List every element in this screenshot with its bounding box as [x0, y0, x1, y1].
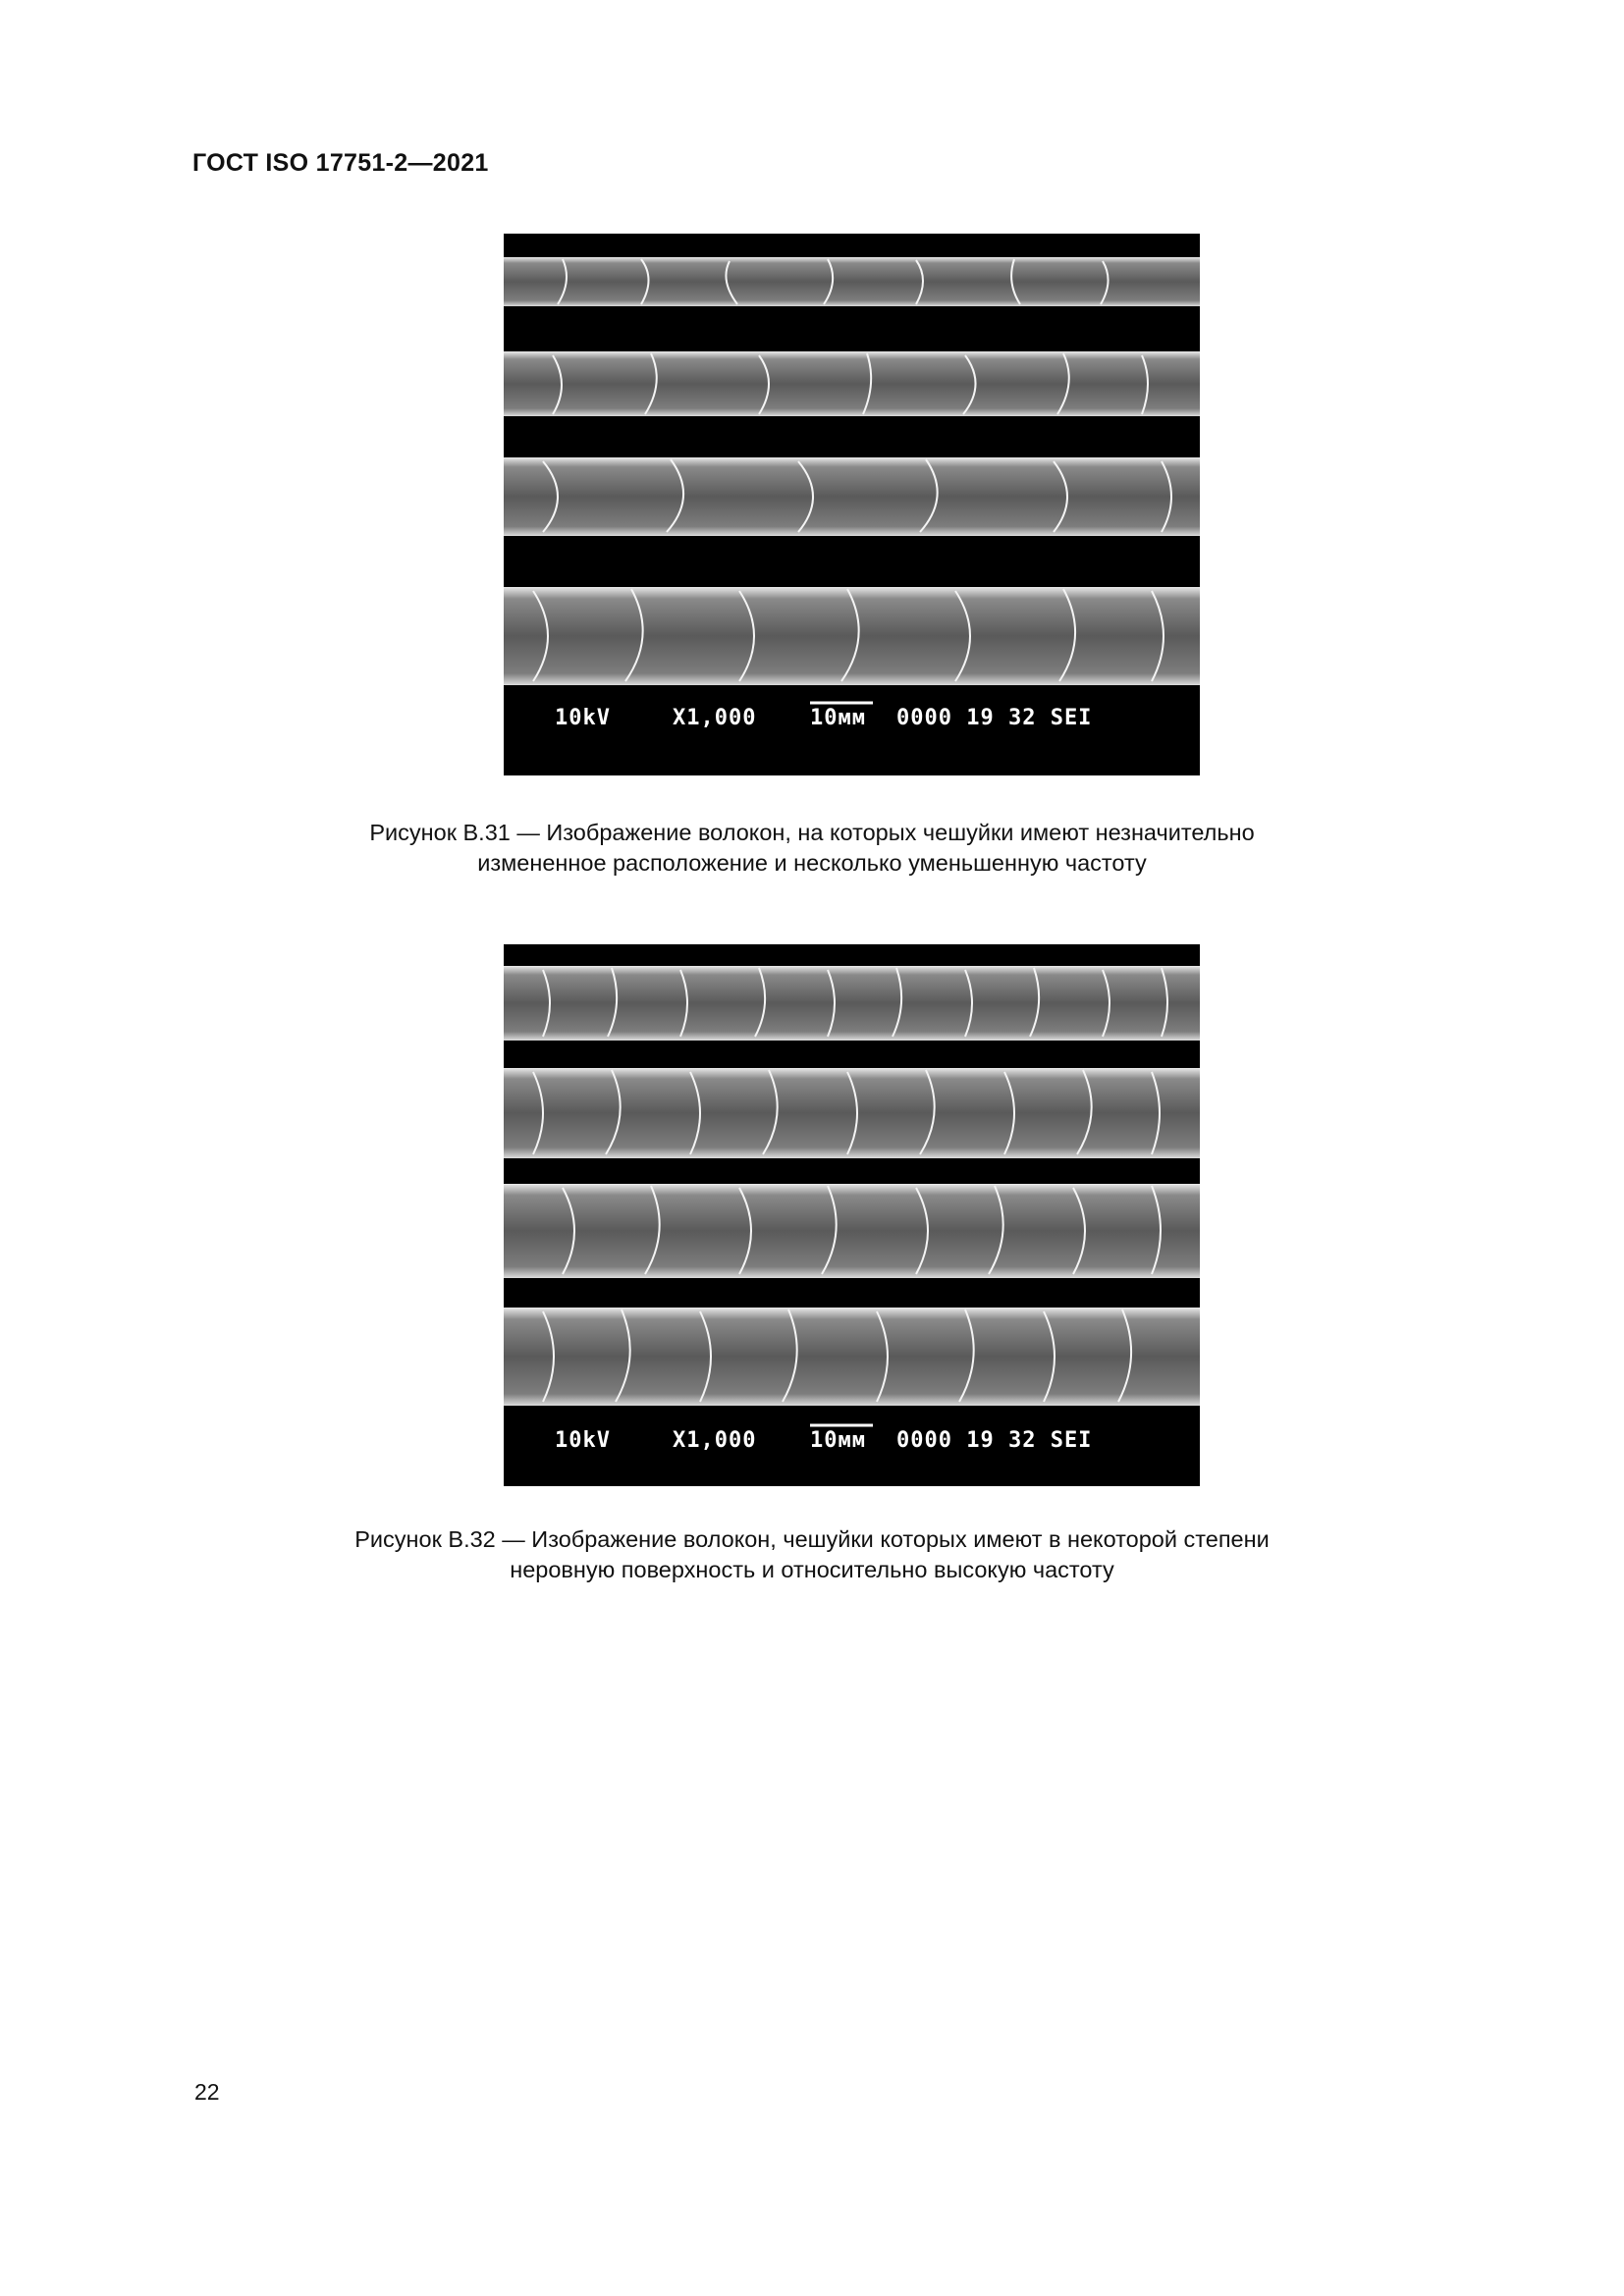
fiber-4	[504, 1308, 1200, 1406]
readout-voltage: 10kV	[555, 1428, 611, 1453]
figure-caption-b31	[196, 818, 1428, 879]
readout-scale: 10мм	[810, 706, 866, 730]
sem-micrograph-b32	[504, 944, 1200, 1486]
fiber-3	[504, 457, 1200, 536]
readout-code: 0000 19 32 SEI	[896, 706, 1093, 730]
fiber-1	[504, 257, 1200, 306]
document-header: ГОСТ ISO 17751-2—2021	[192, 149, 489, 177]
fiber-4	[504, 587, 1200, 685]
instrument-readout	[555, 1425, 1092, 1453]
caption-line: Рисунок В.31 — Изображение волокон, на которых чешуйки имеют незначительно	[369, 820, 1255, 845]
instrument-readout	[555, 703, 1092, 730]
figure-caption-b32	[196, 1524, 1428, 1585]
fiber-3	[504, 1184, 1200, 1278]
readout-scale: 10мм	[810, 1428, 866, 1453]
readout-code: 0000 19 32 SEI	[896, 1428, 1093, 1453]
fiber-2	[504, 351, 1200, 416]
caption-line: Рисунок В.32 — Изображение волокон, чешуйки которых имеют в некоторой степени	[354, 1526, 1270, 1552]
caption-line: неровную поверхность и относительно высокую частоту	[510, 1557, 1114, 1582]
readout-magnification: X1,000	[673, 1428, 757, 1453]
readout-voltage: 10kV	[555, 706, 611, 730]
fiber-1	[504, 966, 1200, 1041]
sem-micrograph-b31	[504, 234, 1200, 775]
readout-magnification: X1,000	[673, 706, 757, 730]
page-number: 22	[194, 2079, 220, 2105]
fiber-2	[504, 1068, 1200, 1158]
caption-line: измененное расположение и несколько уменьшенную частоту	[477, 850, 1147, 876]
